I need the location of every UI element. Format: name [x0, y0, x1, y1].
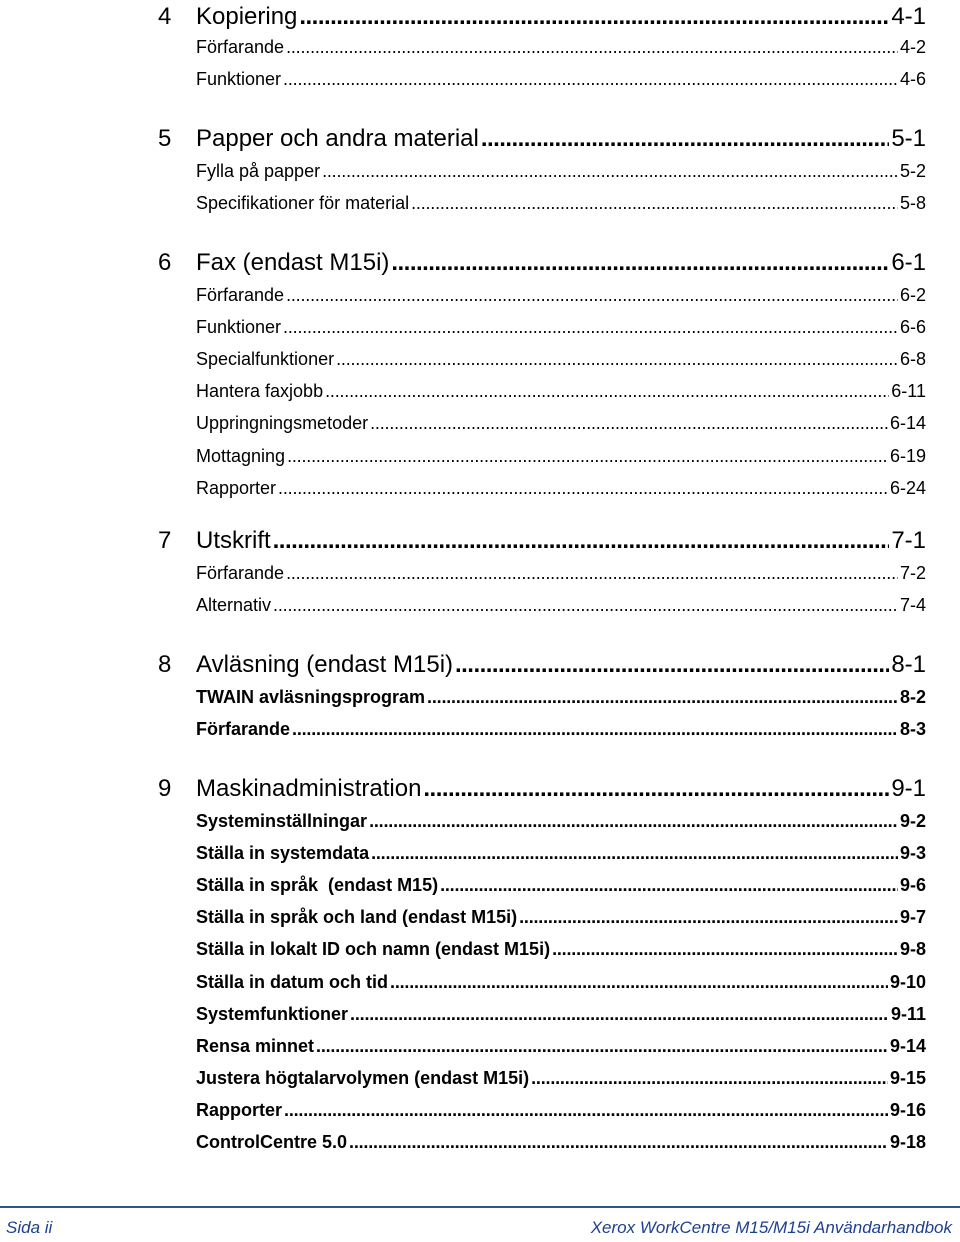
- chapter-title: Fax (endast M15i): [196, 249, 390, 276]
- entry-title: Systeminställningar: [196, 811, 368, 831]
- toc-entry-row[interactable]: [196, 378, 926, 402]
- chapter-page-number: 8-1: [891, 651, 926, 678]
- entry-title: Rapporter: [196, 1100, 283, 1120]
- toc-entry-row[interactable]: [196, 1033, 926, 1057]
- dot-leader: [284, 1099, 888, 1121]
- entry-title: Funktioner: [196, 69, 282, 89]
- entry-page-number: 5-8: [899, 193, 926, 213]
- dot-leader: [390, 971, 888, 993]
- entry-page-number: 9-6: [899, 875, 926, 895]
- dot-leader: [552, 938, 898, 960]
- entry-page-number: 8-3: [899, 719, 926, 739]
- entry-title: Mottagning: [196, 446, 286, 466]
- toc-entry-row[interactable]: [196, 936, 926, 960]
- entry-page-number: 9-10: [889, 972, 926, 992]
- entry-title: Förfarande: [196, 563, 285, 583]
- toc-entry-row[interactable]: [196, 840, 926, 864]
- chapter-number: 4: [158, 3, 172, 30]
- chapter-title: Maskinadministration: [196, 775, 422, 802]
- entry-page-number: 6-19: [889, 446, 926, 466]
- chapter-number: 7: [158, 527, 172, 554]
- entry-page-number: 8-2: [899, 687, 926, 707]
- toc-entry-row[interactable]: [196, 475, 926, 499]
- entry-page-number: 5-2: [899, 161, 926, 181]
- entry-page-number: 9-3: [899, 843, 926, 863]
- entry-title: Rensa minnet: [196, 1036, 315, 1056]
- entry-title: Fylla på papper: [196, 161, 321, 181]
- dot-leader: [286, 36, 898, 58]
- footer-rule: [0, 1206, 960, 1208]
- chapter-title: Utskrift: [196, 527, 271, 554]
- toc-entry-row[interactable]: [196, 346, 926, 370]
- dot-leader: [273, 594, 898, 616]
- chapter-title: Papper och andra material: [196, 125, 479, 152]
- entry-page-number: 6-11: [891, 381, 926, 401]
- entry-title: Ställa in lokalt ID och namn (endast M15i): [196, 939, 551, 959]
- entry-page-number: 6-2: [899, 285, 926, 305]
- entry-page-number: 9-11: [890, 1004, 926, 1024]
- entry-page-number: 7-4: [899, 595, 926, 615]
- dot-leader: [286, 562, 898, 584]
- toc-entry-row[interactable]: [196, 1001, 926, 1025]
- toc-entry-row[interactable]: [196, 1097, 926, 1121]
- entry-title: TWAIN avläsningsprogram: [196, 687, 426, 707]
- entry-page-number: 9-15: [889, 1068, 926, 1088]
- dot-leader: [322, 160, 898, 182]
- toc-chapter-row[interactable]: [158, 122, 926, 152]
- dot-leader: [411, 192, 898, 214]
- dot-leader: [423, 776, 889, 802]
- toc-entry-row[interactable]: [196, 34, 926, 58]
- toc-entry-row[interactable]: [196, 1129, 926, 1153]
- entry-page-number: 9-16: [889, 1100, 926, 1120]
- toc-chapter-row[interactable]: [158, 246, 926, 276]
- toc-entry-row[interactable]: [196, 808, 926, 832]
- dot-leader: [371, 842, 898, 864]
- entry-page-number: 6-14: [889, 413, 926, 433]
- entry-title: Uppringningsmetoder: [196, 413, 369, 433]
- chapter-number: 8: [158, 651, 172, 678]
- entry-page-number: 6-8: [899, 349, 926, 369]
- chapter-page-number: 4-1: [891, 3, 926, 30]
- entry-page-number: 9-7: [899, 907, 926, 927]
- entry-page-number: 9-8: [899, 939, 926, 959]
- toc-entry-row[interactable]: [196, 716, 926, 740]
- dot-leader: [273, 528, 890, 554]
- footer-page-number: Sida ii: [6, 1218, 53, 1237]
- toc-entry-row[interactable]: [196, 282, 926, 306]
- toc-entry-row[interactable]: [196, 443, 926, 467]
- toc-entry-row[interactable]: [196, 66, 926, 90]
- dot-leader: [278, 477, 888, 499]
- chapter-page-number: 5-1: [891, 125, 926, 152]
- dot-leader: [455, 652, 889, 678]
- dot-leader: [287, 445, 888, 467]
- dot-leader: [286, 284, 898, 306]
- dot-leader: [481, 126, 889, 152]
- chapter-number: 5: [158, 125, 172, 152]
- page-footer: [0, 1206, 960, 1242]
- chapter-page-number: 7-1: [891, 527, 926, 554]
- toc-chapter-row[interactable]: [158, 648, 926, 678]
- dot-leader: [299, 4, 889, 30]
- entry-page-number: 4-6: [899, 69, 926, 89]
- dot-leader: [369, 810, 898, 832]
- dot-leader: [391, 250, 889, 276]
- entry-page-number: 7-2: [899, 563, 926, 583]
- dot-leader: [427, 686, 898, 708]
- entry-title: Systemfunktioner: [196, 1004, 349, 1024]
- toc-entry-row[interactable]: [196, 969, 926, 993]
- chapter-title: Avläsning (endast M15i): [196, 651, 454, 678]
- toc-entry-row[interactable]: [196, 592, 926, 616]
- dot-leader: [370, 412, 888, 434]
- entry-title: Ställa in språk och land (endast M15i): [196, 907, 518, 927]
- chapter-number: 6: [158, 249, 172, 276]
- entry-title: Ställa in systemdata: [196, 843, 370, 863]
- dot-leader: [440, 874, 898, 896]
- dot-leader: [349, 1131, 888, 1153]
- entry-page-number: 9-18: [889, 1132, 926, 1152]
- dot-leader: [292, 718, 898, 740]
- toc-entry-row[interactable]: [196, 410, 926, 434]
- entry-title: Förfarande: [196, 285, 285, 305]
- dot-leader: [531, 1067, 888, 1089]
- toc-chapter-row[interactable]: [158, 0, 926, 30]
- dot-leader: [519, 906, 898, 928]
- dot-leader: [283, 316, 898, 338]
- toc-chapter-row[interactable]: [158, 524, 926, 554]
- chapter-page-number: 9-1: [891, 775, 926, 802]
- entry-title: Förfarande: [196, 719, 291, 739]
- toc-chapter-row[interactable]: [158, 772, 926, 802]
- chapter-page-number: 6-1: [891, 249, 926, 276]
- entry-page-number: 6-24: [889, 478, 926, 498]
- entry-page-number: 9-14: [889, 1036, 926, 1056]
- entry-title: Rapporter: [196, 478, 277, 498]
- dot-leader: [325, 380, 889, 402]
- dot-leader: [350, 1003, 889, 1025]
- entry-page-number: 6-6: [899, 317, 926, 337]
- entry-title: Hantera faxjobb: [196, 381, 324, 401]
- entry-title: Förfarande: [196, 37, 285, 57]
- entry-title: Ställa in språk (endast M15): [196, 875, 439, 895]
- entry-title: ControlCentre 5.0: [196, 1132, 348, 1152]
- entry-page-number: 4-2: [899, 37, 926, 57]
- entry-title: Funktioner: [196, 317, 282, 337]
- entry-title: Specifikationer för material: [196, 193, 410, 213]
- entry-page-number: 9-2: [899, 811, 926, 831]
- toc-entry-row[interactable]: [196, 1065, 926, 1089]
- entry-title: Justera högtalarvolymen (endast M15i): [196, 1068, 530, 1088]
- toc-entry-row[interactable]: [196, 158, 926, 182]
- dot-leader: [316, 1035, 888, 1057]
- toc-entry-row[interactable]: [196, 904, 926, 928]
- toc-entry-row[interactable]: [196, 872, 926, 896]
- chapter-title: Kopiering: [196, 3, 298, 30]
- chapter-number: 9: [158, 775, 172, 802]
- toc-entry-row[interactable]: [196, 190, 926, 214]
- toc-entry-row[interactable]: [196, 560, 926, 584]
- entry-title: Specialfunktioner: [196, 349, 335, 369]
- entry-title: Alternativ: [196, 595, 272, 615]
- dot-leader: [336, 348, 898, 370]
- footer-document-title: Xerox WorkCentre M15/M15i Användarhandbok: [590, 1218, 952, 1237]
- toc-entry-row[interactable]: [196, 684, 926, 708]
- entry-title: Ställa in datum och tid: [196, 972, 389, 992]
- dot-leader: [283, 68, 898, 90]
- toc-entry-row[interactable]: [196, 314, 926, 338]
